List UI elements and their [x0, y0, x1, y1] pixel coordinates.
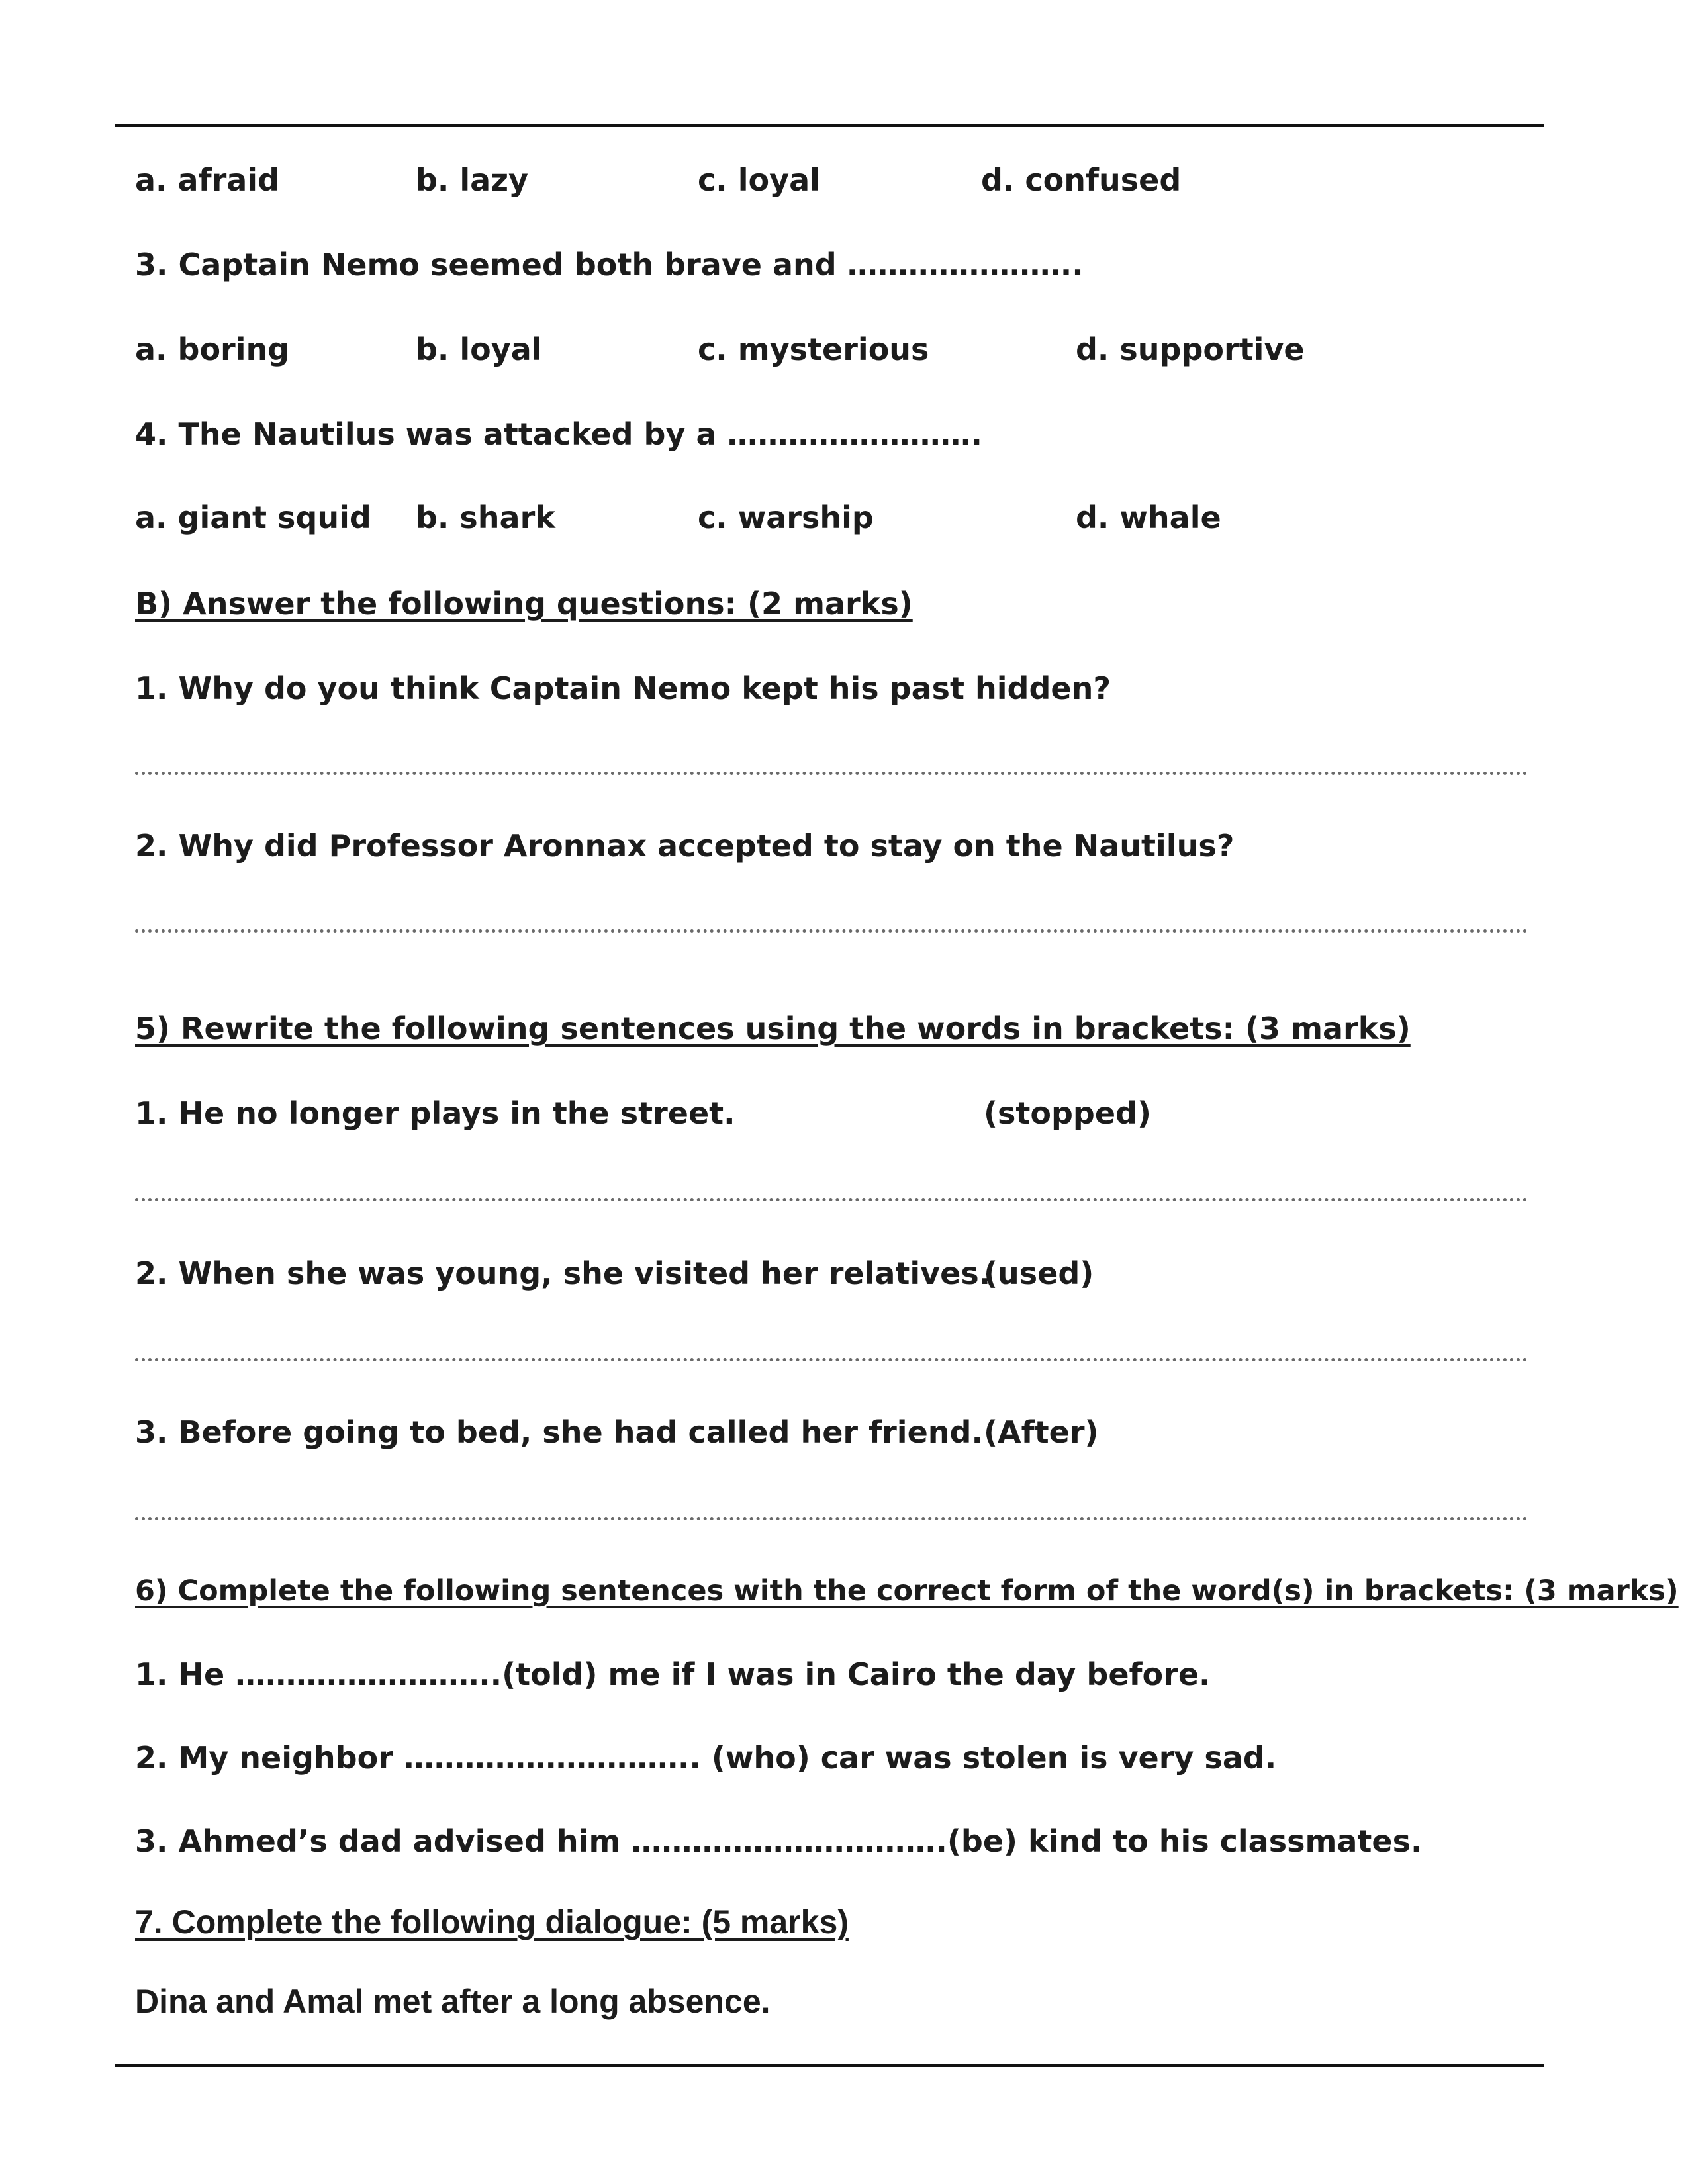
answer-line-b2[interactable] [135, 929, 1528, 933]
section-5-word-1: (stopped) [984, 1095, 1151, 1131]
q4-option-d: d. whale [1076, 500, 1221, 535]
section-7-intro: Dina and Amal met after a long absence. [135, 1983, 771, 2020]
section-5-sentence-2: 2. When she was young, she visited her relatives. [135, 1255, 991, 1291]
q3-question: 3. Captain Nemo seemed both brave and ………………….. [135, 247, 1084, 283]
q4-option-a: a. giant squid [135, 500, 371, 535]
q2-option-d: d. confused [981, 162, 1182, 198]
answer-line-b1[interactable] [135, 772, 1528, 775]
section-6-item-2: 2. My neighbor ……………………….. (who) car was stolen is very sad. [135, 1740, 1277, 1776]
q3-option-c: c. mysterious [698, 332, 929, 367]
section-5-word-2: (used) [984, 1255, 1094, 1291]
section-6-item-1: 1. He ……………………..(told) me if I was in Cairo the day before. [135, 1657, 1211, 1692]
section-b-question-1: 1. Why do you think Captain Nemo kept his past hidden? [135, 670, 1111, 706]
q4-option-b: b. shark [416, 500, 555, 535]
section-b-heading: B) Answer the following questions: (2 marks) [135, 586, 913, 621]
q3-option-a: a. boring [135, 332, 290, 367]
section-b-question-2: 2. Why did Professor Aronnax accepted to stay on the Nautilus? [135, 828, 1235, 864]
top-rule [115, 124, 1544, 127]
q2-option-b: b. lazy [416, 162, 528, 198]
section-5-word-3: (After) [984, 1414, 1099, 1450]
answer-line-5-3[interactable] [135, 1517, 1528, 1520]
section-5-sentence-3: 3. Before going to bed, she had called her friend. [135, 1414, 983, 1450]
section-6-item-3: 3. Ahmed’s dad advised him ………………………….(be) kind to his classmates. [135, 1823, 1423, 1859]
bottom-rule [115, 2064, 1544, 2067]
q2-option-c: c. loyal [698, 162, 820, 198]
answer-line-5-2[interactable] [135, 1358, 1528, 1361]
answer-line-5-1[interactable] [135, 1198, 1528, 1201]
q3-option-d: d. supportive [1076, 332, 1305, 367]
section-5-sentence-1: 1. He no longer plays in the street. [135, 1095, 735, 1131]
section-5-heading: 5) Rewrite the following sentences using the words in brackets: (3 marks) [135, 1011, 1411, 1046]
q2-option-a: a. afraid [135, 162, 280, 198]
q3-option-b: b. loyal [416, 332, 542, 367]
q4-option-c: c. warship [698, 500, 874, 535]
section-6-heading: 6) Complete the following sentences with the correct form of the word(s) in brackets: (3 marks) [135, 1574, 1679, 1608]
q4-question: 4. The Nautilus was attacked by a ……………………. [135, 416, 983, 452]
section-7-heading: 7. Complete the following dialogue: (5 marks) [135, 1903, 849, 1940]
